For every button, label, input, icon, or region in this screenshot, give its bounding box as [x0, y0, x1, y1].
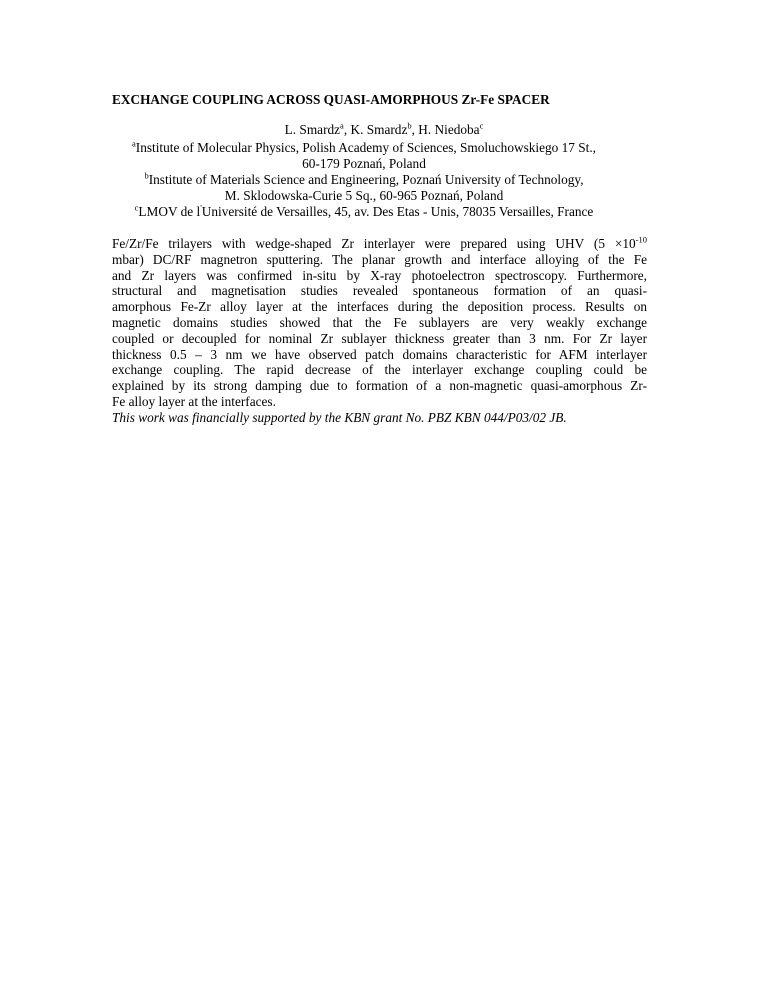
author-separator: , [343, 122, 351, 137]
abstract-line: coupled or decoupled for nominal Zr sublayer thickness greater than 3 nm. For Zr layer [112, 330, 647, 346]
abstract-line: structural and magnetisation studies revealed spontaneous formation of an quasi- [112, 283, 647, 299]
affiliations [104, 140, 624, 220]
affiliation-b [104, 172, 624, 188]
paper-title: EXCHANGE COUPLING ACROSS QUASI-AMORPHOUS Zr-Fe SPACER [112, 92, 550, 107]
author-name: K. Smardz [350, 122, 408, 137]
author-affiliation-mark: a [340, 120, 344, 131]
abstract-line: exchange coupling. The rapid decrease of the interlayer exchange coupling could be [112, 362, 647, 378]
author-name: H. Niedoba [418, 122, 480, 137]
author-affiliation-mark: b [407, 120, 412, 131]
affiliation-mark: a [132, 138, 136, 149]
affiliation-c [104, 204, 624, 220]
author-separator: , [411, 122, 419, 137]
affiliation-text: Institute of Molecular Physics, Polish Academy of Sciences, Smoluchowskiego 17 St., [135, 140, 596, 155]
author-affiliation-mark: c [479, 120, 484, 131]
abstract-line: and Zr layers was confirmed in-situ by X-ray photoelectron spectroscopy. Furthermore, [112, 267, 647, 283]
affiliation-a-address: 60-179 Poznań, Poland [302, 156, 426, 171]
abstract-line [112, 236, 647, 252]
affiliation-b-address: M. Sklodowska-Curie 5 Sq., 60-965 Poznań, Poland [224, 188, 504, 203]
abstract-line: magnetic domains studies showed that the Fe sublayers are very weakly exchange [112, 314, 647, 330]
affiliation-mark: b [144, 170, 149, 181]
abstract-line: explained by its strong damping due to formation of a non-magnetic quasi-amorphous Zr- [112, 378, 647, 394]
affiliation-text: Université de Versailles, 45, av. Des Etas - Unis, 78035 Versailles, France [201, 204, 594, 219]
abstract-line: Fe alloy layer at the interfaces. [112, 393, 276, 409]
affiliation-text: LMOV de l [138, 204, 201, 219]
abstract-line: amorphous Fe-Zr alloy layer at the interfaces during the deposition process. Results on [112, 299, 647, 315]
author-list [0, 122, 768, 138]
affiliation-a [104, 140, 624, 156]
apostrophe-mark: ' [200, 202, 202, 213]
abstract-line: thickness 0.5 – 3 nm we have observed patch domains characteristic for AFM interlayer [112, 346, 647, 362]
affiliation-mark: c [134, 202, 139, 213]
abstract [112, 236, 647, 426]
affiliation-text: Institute of Materials Science and Engineering, Poznań University of Technology, [148, 172, 584, 187]
abstract-text: Fe/Zr/Fe trilayers with wedge-shaped Zr interlayer were prepared using UHV (5 ×10 [112, 236, 636, 251]
exponent: -10 [635, 234, 647, 245]
author-name: L. Smardz [284, 122, 341, 137]
abstract-line: mbar) DC/RF magnetron sputtering. The planar growth and interface alloying of the Fe [112, 251, 647, 267]
acknowledgement: This work was financially supported by the KBN grant No. PBZ KBN 044/P03/02 JB. [112, 409, 567, 425]
